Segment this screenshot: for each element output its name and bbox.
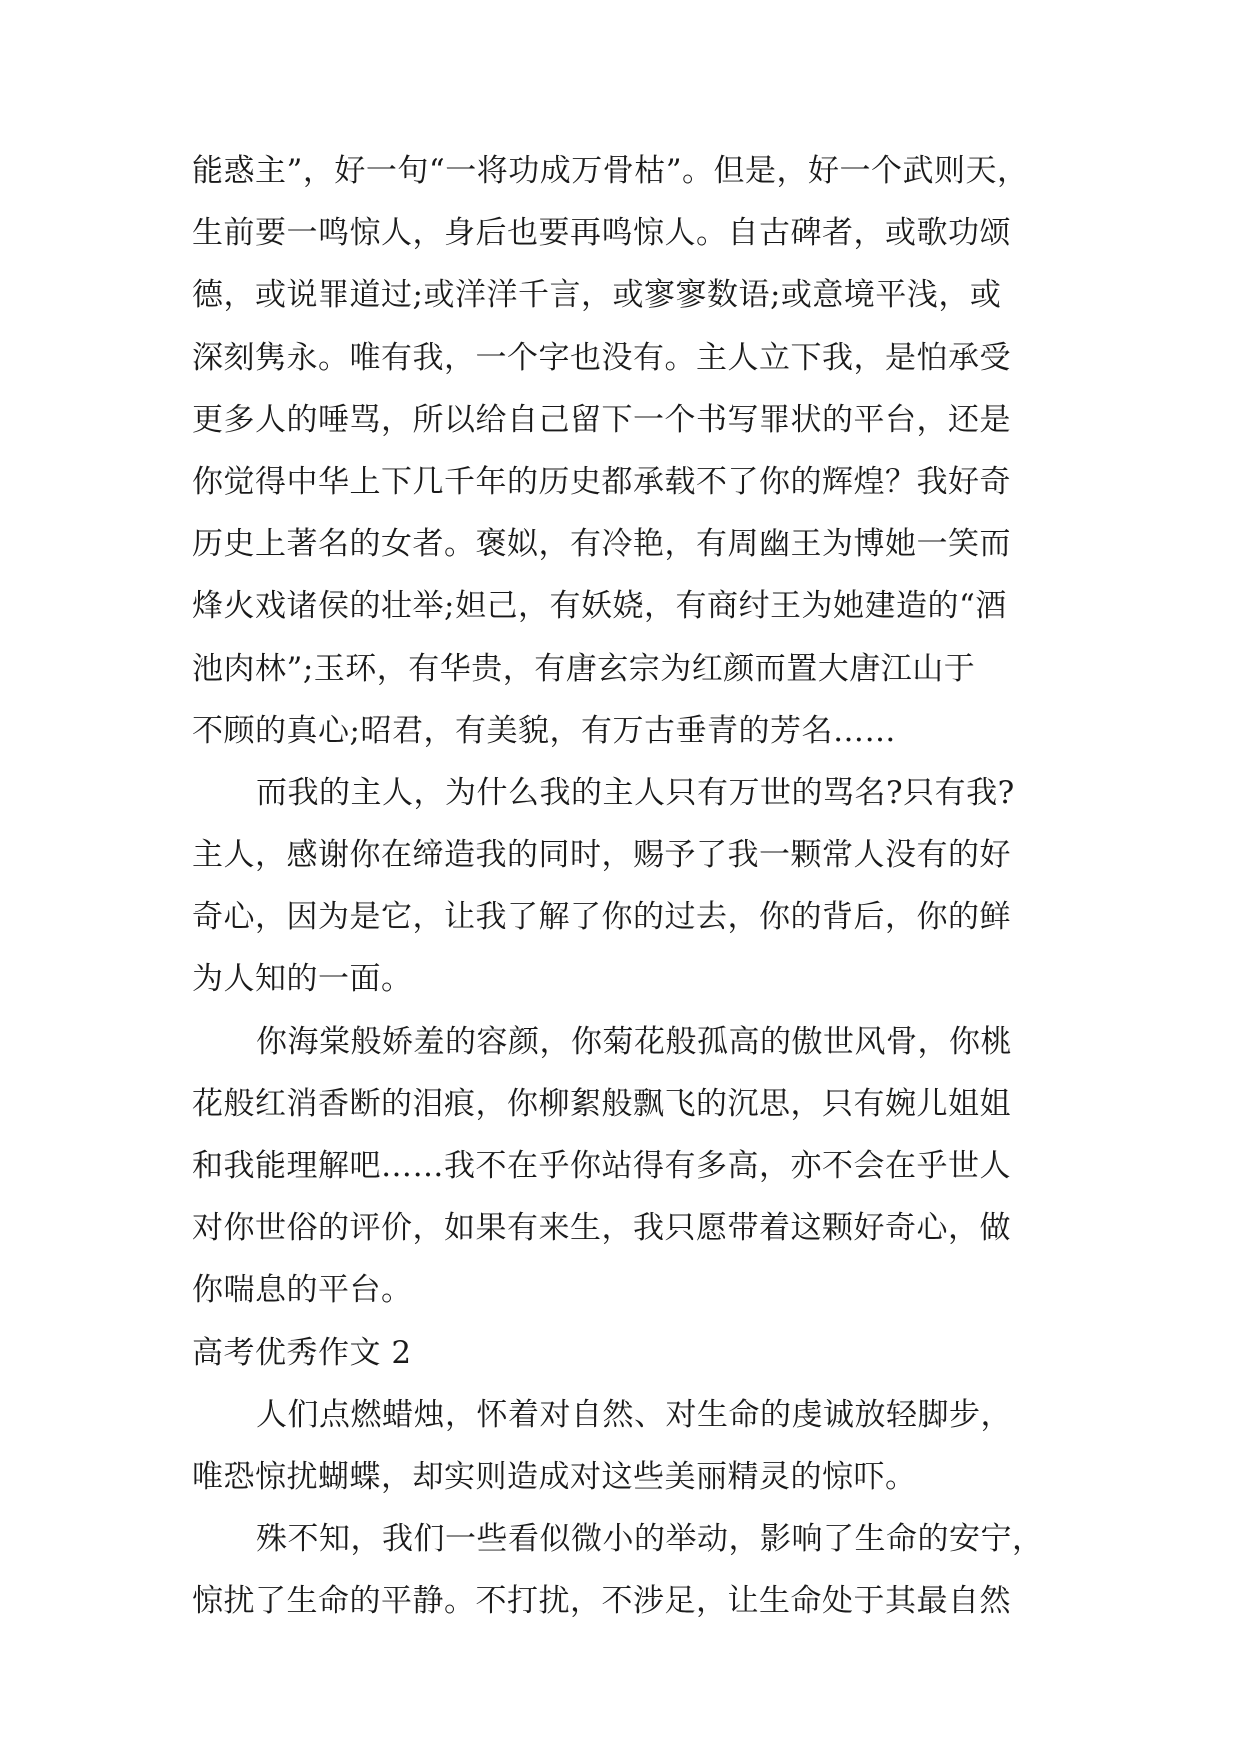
text-line: 你觉得中华上下几千年的历史都承载不了你的辉煌？我好奇 (192, 463, 1011, 500)
text-line: 生前要一鸣惊人，身后也要再鸣惊人。自古碑者，或歌功颂 (192, 215, 1011, 252)
text-line: 更多人的唾骂，所以给自己留下一个书写罪状的平台，还是 (192, 401, 1011, 438)
paragraph-start-line: 而我的主人，为什么我的主人只有万世的骂名?只有我? (256, 774, 1015, 811)
text-line: 池肉林”;玉环，有华贵，有唐玄宗为红颜而置大唐江山于 (192, 650, 976, 687)
paragraph-start-line: 你海棠般娇羞的容颜，你菊花般孤高的傲世风骨，你桃 (256, 1023, 1012, 1060)
text-line: 为人知的一面。 (192, 961, 413, 998)
text-line: 你喘息的平台。 (192, 1272, 413, 1309)
text-line: 惊扰了生命的平静。不打扰，不涉足，让生命处于其最自然 (192, 1583, 1011, 1620)
text-line: 和我能理解吧……我不在乎你站得有多高，亦不会在乎世人 (192, 1148, 1011, 1184)
text-line: 奇心，因为是它，让我了解了你的过去，你的背后，你的鲜 (192, 899, 1011, 936)
document-page (192, 140, 1052, 1633)
text-line: 烽火戏诸侯的壮举;妲己，有妖娆，有商纣王为她建造的“酒 (192, 588, 1007, 625)
text-line: 唯恐惊扰蝴蝶，却实则造成对这些美丽精灵的惊吓。 (192, 1458, 917, 1495)
section-heading: 高考优秀作文 2 (192, 1334, 412, 1371)
text-line: 深刻隽永。唯有我，一个字也没有。主人立下我，是怕承受 (192, 339, 1011, 376)
text-line: 德，或说罪道过;或洋洋千言，或寥寥数语;或意境平浅，或 (192, 277, 1002, 314)
text-line: 能惑主”，好一句“一将功成万骨枯”。但是，好一个武则天， (192, 153, 1029, 189)
text-line: 主人，感谢你在缔造我的同时，赐予了我一颗常人没有的好 (192, 837, 1011, 874)
paragraph-start-line: 人们点燃蜡烛，怀着对自然、对生命的虔诚放轻脚步， (256, 1396, 1012, 1433)
text-line: 花般红消香断的泪痕，你柳絮般飘飞的沉思，只有婉儿姐姐 (192, 1085, 1011, 1122)
paragraph-start-line: 殊不知，我们一些看似微小的举动，影响了生命的安宁， (256, 1521, 1044, 1558)
text-line: 不顾的真心;昭君，有美貌，有万古垂青的芳名…… (192, 712, 896, 749)
text-line: 历史上著名的女者。褒姒，有冷艳，有周幽王为博她一笑而 (192, 526, 1011, 563)
text-line: 对你世俗的评价，如果有来生，我只愿带着这颗好奇心，做 (192, 1210, 1011, 1247)
